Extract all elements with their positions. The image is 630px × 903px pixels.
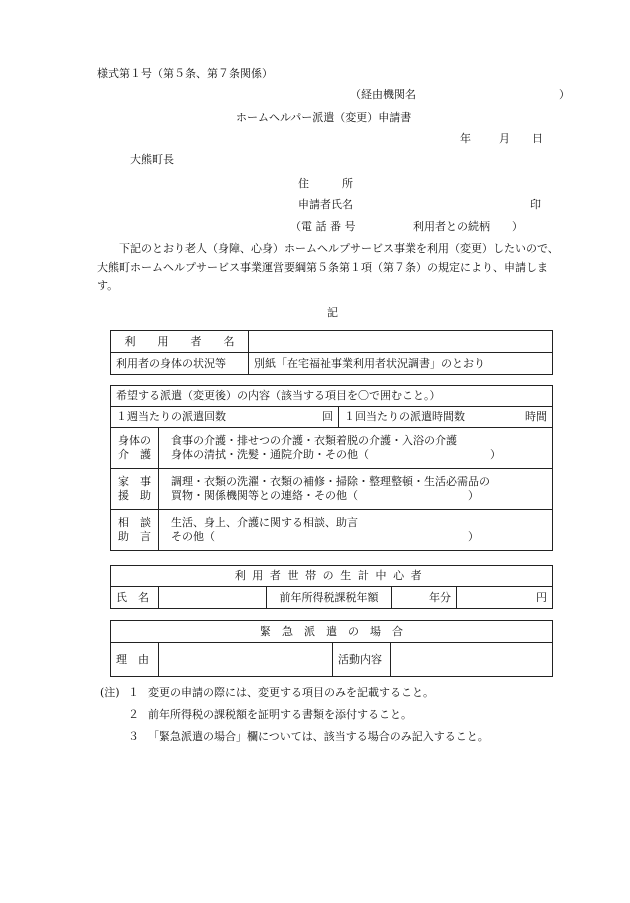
- option-line: その他（ ）: [171, 530, 479, 543]
- user-name-input[interactable]: [249, 331, 553, 353]
- hours-label: １回当たりの派遣時間数: [344, 410, 465, 423]
- notes: [100, 682, 489, 748]
- relation-label: 利用者との続柄 ）: [413, 220, 523, 233]
- tax-year-input[interactable]: [392, 587, 457, 609]
- condition-label: 利用者の身体の状況等: [111, 353, 249, 375]
- user-table: [110, 330, 553, 375]
- seal-mark: 印: [530, 198, 541, 211]
- weekly-count-label: １週当たりの派遣回数: [116, 410, 226, 423]
- hours-cell[interactable]: [339, 407, 553, 428]
- option-line: 買物・関係機関等との連絡・その他（ ）: [171, 489, 479, 502]
- agency-field: （経由機関名 ）: [350, 88, 570, 101]
- emergency-heading: 緊 急 派 遣 の 場 合: [111, 621, 553, 643]
- weekly-count-cell[interactable]: [111, 407, 339, 428]
- condition-value: 別紙「在宅福祉事業利用者状況調書」のとおり: [249, 353, 553, 375]
- reason-input[interactable]: [159, 643, 333, 677]
- yen-suffix: 円: [536, 590, 547, 604]
- page-title: ホームヘルパー派遣（変更）申請書: [236, 111, 412, 124]
- hours-unit: 時間: [525, 410, 547, 423]
- date-year: 年: [460, 132, 471, 145]
- note-text: 「緊急派遣の場合」欄については、該当する場合のみ記入すること。: [148, 730, 489, 743]
- tax-amount-input[interactable]: [457, 587, 553, 609]
- option-line: 食事の介護・排せつの介護・衣類着脱の介護・入浴の介護: [171, 434, 457, 447]
- label-line: 相 談: [118, 516, 151, 529]
- consultation-label: [111, 510, 159, 551]
- label-line: 身体の: [118, 434, 151, 447]
- household-name-label: 氏 名: [111, 587, 159, 609]
- option-line: 生活、身上、介護に関する相談、助言: [171, 516, 358, 529]
- label-line: 家 事: [118, 475, 151, 488]
- year-suffix: 年分: [429, 590, 451, 604]
- note-number: ３: [128, 730, 139, 743]
- activity-input[interactable]: [391, 643, 553, 677]
- housework-options[interactable]: [159, 469, 553, 510]
- note-prefix: (注): [100, 686, 120, 699]
- consultation-options[interactable]: [159, 510, 553, 551]
- applicant-name-label: 申請者氏名: [298, 198, 353, 211]
- label-line: 介 護: [118, 448, 151, 461]
- body-paragraph: 下記のとおり老人（身障、心身）ホームヘルプサービス事業を利用（変更）したいので、大熊町ホームヘルプサービス事業運営要綱第５条第１項（第７条）の規定により、申請します。: [97, 242, 559, 292]
- dispatch-heading: 希望する派遣（変更後）の内容（該当する項目を〇で囲むこと。）: [111, 386, 553, 407]
- household-table: [110, 565, 553, 609]
- date-day: 日: [532, 132, 543, 145]
- household-name-input[interactable]: [159, 587, 267, 609]
- user-name-label: 利 用 者 名: [111, 331, 249, 353]
- note-text: 前年所得税の課税額を証明する書類を添付すること。: [148, 708, 412, 721]
- housework-label: [111, 469, 159, 510]
- option-line: 身体の清拭・洗髪・通院介助・その他（ ）: [171, 448, 501, 461]
- option-line: 調理・衣類の洗濯・衣類の補修・掃除・整理整頓・生活必需品の: [171, 475, 490, 488]
- note-number: １: [128, 686, 139, 699]
- form-number: 様式第１号（第５条、第７条関係）: [97, 67, 273, 80]
- household-heading: 利用者世帯の生計中心者: [111, 566, 553, 587]
- dispatch-table: [110, 385, 553, 551]
- addressee: 大熊町長: [130, 153, 174, 166]
- ki-label: 記: [327, 306, 338, 319]
- note-text: 変更の申請の際には、変更する項目のみを記載すること。: [148, 686, 434, 699]
- address-label: 住 所: [298, 177, 353, 190]
- label-line: 助 言: [118, 530, 151, 543]
- physical-care-label: [111, 428, 159, 469]
- note-item: [100, 704, 489, 726]
- note-item: [100, 682, 489, 704]
- tax-label: 前年所得税課税年額: [267, 587, 392, 609]
- emergency-table: [110, 620, 553, 677]
- date-month: 月: [499, 132, 510, 145]
- activity-label: 活動内容: [333, 643, 391, 677]
- phone-label: （電 話 番 号: [290, 220, 356, 233]
- note-number: ２: [128, 708, 139, 721]
- label-line: 援 助: [118, 489, 151, 502]
- physical-care-options[interactable]: [159, 428, 553, 469]
- weekly-count-unit: 回: [322, 410, 333, 423]
- reason-label: 理 由: [111, 643, 159, 677]
- note-item: [100, 726, 489, 748]
